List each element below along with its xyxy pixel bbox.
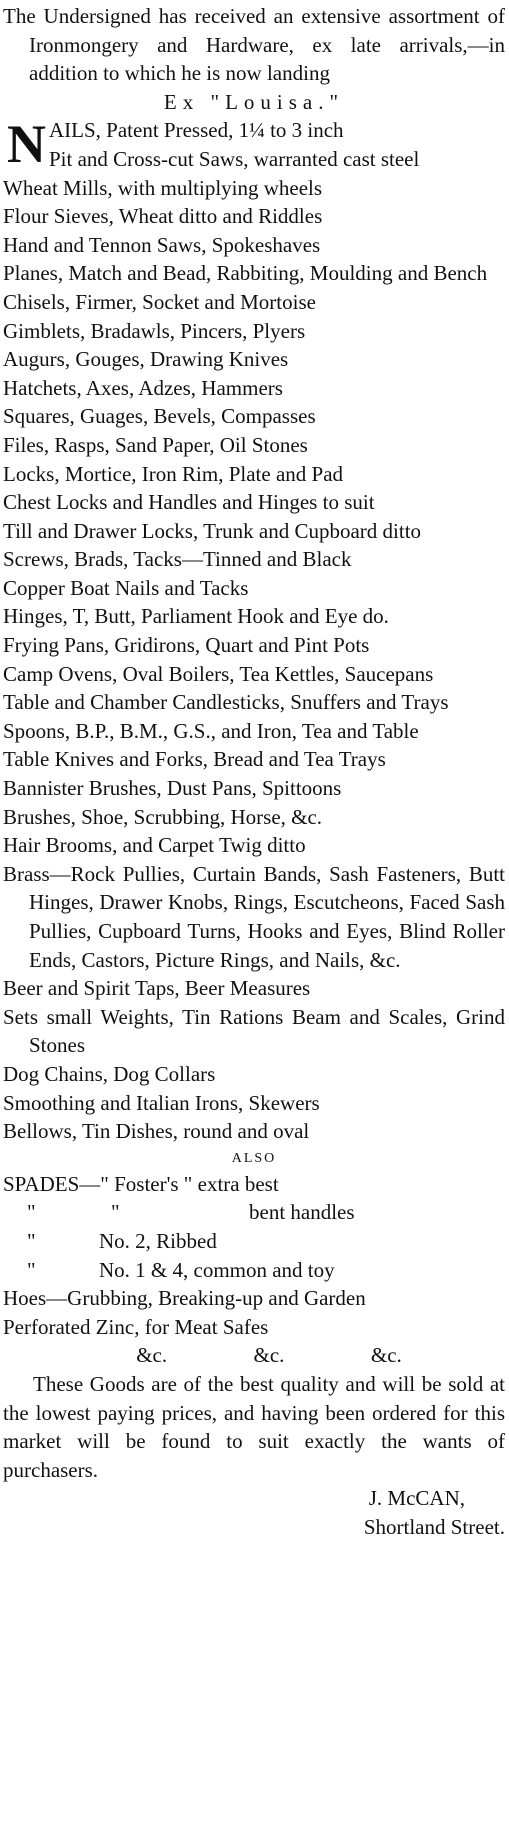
etc-row [3,1341,505,1370]
hoes-line: Hoes—Grubbing, Breaking-up and Garden [3,1286,366,1311]
list-item: Chest Locks and Handles and Hinges to suit [3,490,375,515]
ditto-mark: " [27,1228,36,1253]
list-item: Sets small Weights, Tin Rations Beam and Scales, Grind Stones [3,1004,505,1058]
list-item: Table Knives and Forks, Bread and Tea Trays [3,747,386,772]
spades-no2: No. 2, Ribbed [99,1228,217,1253]
list-item: Brass—Rock Pullies, Curtain Bands, Sash Fasteners, Butt Hinges, Drawer Knobs, Rings, Escutcheons, Faced Sash Pullies, Cupboard Turns, Hooks and Eyes, Blind Roller Ends, Castors, Picture Rings, and Nails, &c. [3,861,505,972]
list-item: Gimblets, Bradawls, Pincers, Plyers [3,318,306,343]
item-list [3,174,505,1146]
list-item: Augurs, Gouges, Drawing Knives [3,347,289,372]
list-item: Beer and Spirit Taps, Beer Measures [3,976,311,1001]
list-item: Brushes, Shoe, Scrubbing, Horse, &c. [3,804,323,829]
spades-line: SPADES—" Foster's " extra best [3,1171,279,1196]
first-item-continued: Pit and Cross-cut Saws, warranted cast steel [49,146,420,171]
closing-paragraph: These Goods are of the best quality and will be sold at the lowest paying prices, and having been ordered for this market will be found to suit exactly the wants of purchasers. [3,1371,505,1482]
list-item: Chisels, Firmer, Socket and Mortoise [3,289,316,314]
spades-no14-row [3,1256,505,1285]
list-item: Copper Boat Nails and Tacks [3,575,249,600]
spades-no2-row [3,1227,505,1256]
list-item: Bannister Brushes, Dust Pans, Spittoons [3,776,342,801]
list-item: Table and Chamber Candlesticks, Snuffers and Trays [3,690,449,715]
etc-mark: &c. [370,1343,402,1368]
list-item: Smoothing and Italian Irons, Skewers [3,1090,320,1115]
ditto-mark: " [27,1200,36,1225]
list-item: Frying Pans, Gridirons, Quart and Pint Pots [3,633,370,658]
list-item: Till and Drawer Locks, Trunk and Cupboard ditto [3,518,422,543]
first-item: AILS, Patent Pressed, 1¼ to 3 inch [49,118,344,143]
list-item: Camp Ovens, Oval Boilers, Tea Kettles, Saucepans [3,661,434,686]
list-item: Files, Rasps, Sand Paper, Oil Stones [3,432,308,457]
list-item: Planes, Match and Bead, Rabbiting, Moulding and Bench [3,261,488,286]
list-item: Flour Sieves, Wheat ditto and Riddles [3,204,323,229]
list-item: Hatchets, Axes, Adzes, Hammers [3,375,283,400]
ship-heading: Ex "Louisa." [163,89,345,114]
spades-bent-row [3,1198,505,1227]
address: Shortland Street. [363,1514,505,1539]
list-item: Hand and Tennon Saws, Spokeshaves [3,232,321,257]
list-item: Wheat Mills, with multiplying wheels [3,175,323,200]
also-label: ALSO [231,1150,277,1166]
drop-cap: N [7,114,46,175]
list-item: Hinges, T, Butt, Parliament Hook and Eye do. [3,604,389,629]
list-item: Bellows, Tin Dishes, round and oval [3,1119,310,1144]
intro-paragraph: The Undersigned has received an extensive assortment of Ironmongery and Hardware, ex late arrivals,—in addition to which he is now landing [3,4,505,86]
first-item-block [3,116,505,173]
list-item: Locks, Mortice, Iron Rim, Plate and Pad [3,461,344,486]
list-item: Spoons, B.P., B.M., G.S., and Iron, Tea and Table [3,718,419,743]
spades-bent: bent handles [249,1200,355,1225]
etc-mark: &c. [136,1343,168,1368]
signature: J. McCAN, [368,1486,465,1511]
list-item: Screws, Brads, Tacks—Tinned and Black [3,547,352,572]
etc-mark: &c. [253,1343,285,1368]
list-item: Squares, Guages, Bevels, Compasses [3,404,316,429]
spades-no14: No. 1 & 4, common and toy [99,1257,335,1282]
ditto-mark: " [27,1257,36,1282]
ditto-mark-second: " [111,1200,120,1225]
list-item: Hair Brooms, and Carpet Twig ditto [3,833,306,858]
list-item: Dog Chains, Dog Collars [3,1061,216,1086]
zinc-line: Perforated Zinc, for Meat Safes [3,1314,269,1339]
